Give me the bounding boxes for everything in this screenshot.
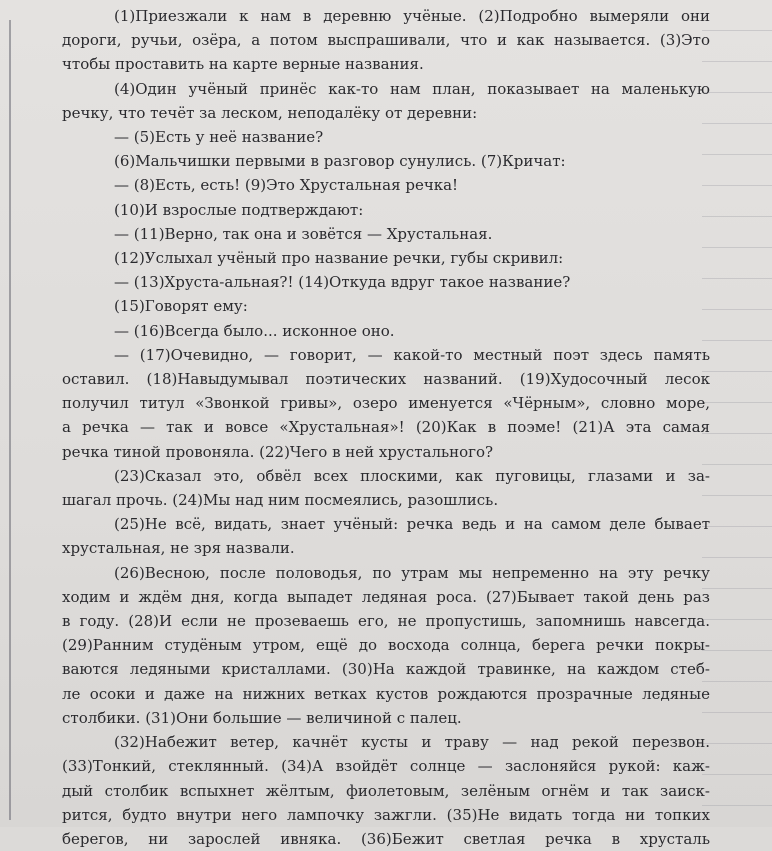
ruled-lines — [702, 0, 772, 827]
text-line: (29)Ранним студёным утром, ещё до восхода солнца, берега речки покры- — [62, 636, 710, 655]
text-line: в году. (28)И если не прозеваешь его, не пропустишь, запомнишь навсегда. — [62, 612, 710, 631]
text-line: (4)Один учёный принёс как-то нам план, показывает на маленькую — [114, 79, 710, 98]
text-line: чтобы проставить на карте верные названия. — [62, 55, 424, 74]
text-line: — (16)Всегда было... исконное оно. — [114, 321, 395, 340]
text-line: — (5)Есть у неё название? — [114, 128, 324, 147]
text-line: — (13)Хруста-альная?! (14)Откуда вдруг такое название? — [114, 273, 571, 292]
text-line: — (17)Очевидно, — говорит, — какой-то местный поэт здесь память — [114, 345, 710, 364]
text-line: рится, будто внутри него лампочку зажгли. (35)Не видать тогда ни топких — [62, 805, 710, 824]
text-line: (12)Услыхал учёный про название речки, губы скривил: — [114, 249, 564, 268]
text-line: речка тиной провоняла. (22)Чего в ней хрустального? — [62, 442, 494, 461]
text-line: хрустальная, не зря назвали. — [62, 539, 295, 558]
text-line: (23)Сказал это, обвёл всех плоскими, как пуговицы, глазами и за- — [114, 466, 710, 485]
text-line: (33)Тонкий, стеклянный. (34)А взойдёт солнце — заслоняйся рукой: каж- — [62, 757, 710, 776]
text-line: (10)И взрослые подтверждают: — [114, 200, 364, 219]
text-line: ваются ледяными кристаллами. (30)На каждой травинке, на каждом стеб- — [62, 660, 710, 679]
text-line: столбики. (31)Они большие — величиной с палец. — [62, 708, 462, 727]
text-line: (6)Мальчишки первыми в разговор сунулись. (7)Кричат: — [114, 152, 566, 171]
text-line: (32)Набежит ветер, качнёт кусты и траву — над рекой перезвон. — [114, 733, 710, 752]
text-line: — (11)Верно, так она и зовётся — Хрустальная. — [114, 224, 493, 243]
text-line: (25)Не всё, видать, знает учёный: речка ведь и на самом деле бывает — [114, 515, 710, 534]
text-line: берегов, ни зарослей ивняка. (36)Бежит светлая речка в хрусталь — [62, 829, 710, 848]
margin-rule — [9, 20, 11, 820]
text-line: оставил. (18)Навыдумывал поэтических названий. (19)Худосочный лесок — [62, 370, 710, 389]
text-line: (26)Весною, после половодья, по утрам мы непременно на эту речку — [114, 563, 710, 582]
text-line: ле осоки и даже на нижних ветках кустов рождаются прозрачные ледяные — [62, 684, 710, 703]
text-line: (1)Приезжали к нам в деревню учёные. (2)Подробно вымеряли они — [114, 7, 710, 25]
text-line: ходим и ждём дня, когда выпадет ледяная роса. (27)Бывает такой день раз — [62, 587, 710, 606]
text-line: речку, что течёт за леском, неподалёку от деревни: — [62, 103, 478, 122]
text-line: шагал прочь. (24)Мы над ним посмеялись, разошлись. — [62, 491, 499, 510]
story-text — [62, 4, 710, 851]
text-line: (15)Говорят ему: — [114, 297, 248, 316]
text-line: получил титул «Звонкой гривы», озеро именуется «Чёрным», словно море, — [62, 394, 710, 413]
text-line: дороги, ручьи, озёра, а потом выспрашивали, что и как называется. (3)Это — [62, 31, 710, 50]
text-line: дый столбик вспыхнет жёлтым, фиолетовым, зелёным огнём и так заиск- — [62, 781, 710, 800]
text-line: а речка — так и вовсе «Хрустальная»! (20)Как в поэме! (21)А эта самая — [62, 418, 710, 437]
text-line: — (8)Есть, есть! (9)Это Хрустальная речка! — [114, 176, 459, 195]
